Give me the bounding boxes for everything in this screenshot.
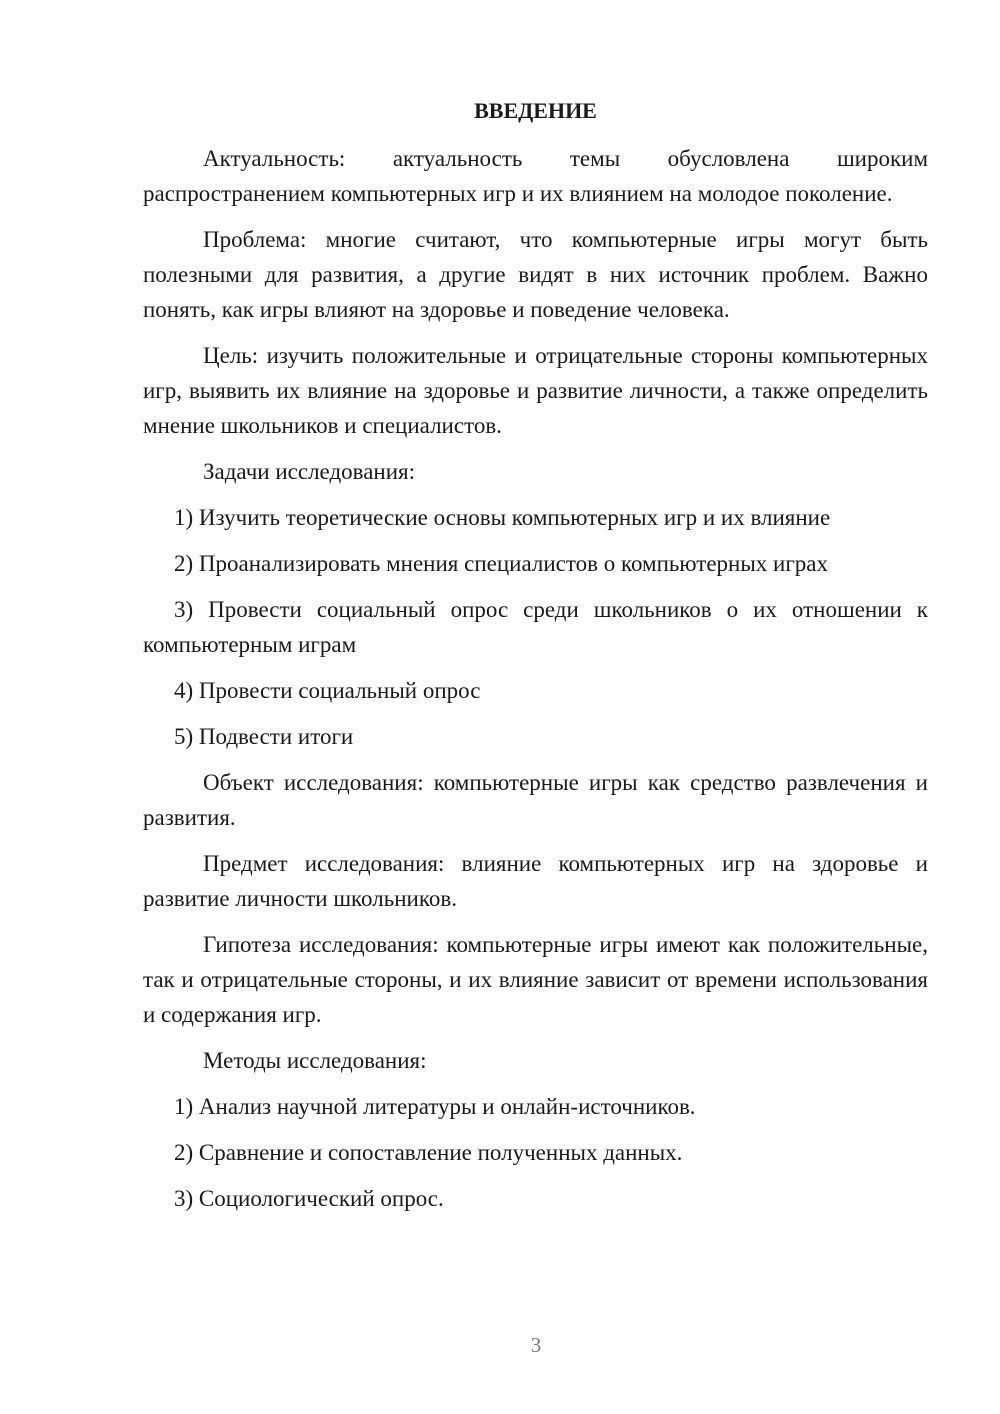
task-item: 5) Подвести итоги [174, 724, 354, 749]
method-item: 2) Сравнение и сопоставление полученных данных. [174, 1140, 683, 1165]
relevance-paragraph: Актуальность: актуальность темы обусловлена широким распространением компьютерных игр и их влиянием на молодое поколение. [143, 146, 928, 206]
problem-paragraph: Проблема: многие считают, что компьютерные игры могут быть полезными для развития, а другие видят в них источник проблем. Важно понять, как игры влияют на здоровье и поведение человека. [143, 227, 928, 322]
goal-paragraph: Цель: изучить положительные и отрицательные стороны компьютерных игр, выявить их влияние на здоровье и развитие личности, а также определить мнение школьников и специалистов. [143, 343, 928, 438]
tasks-heading: Задачи исследования: [203, 459, 416, 484]
task-item: 2) Проанализировать мнения специалистов о компьютерных играх [174, 551, 828, 576]
section-title: ВВЕДЕНИЕ [474, 98, 597, 123]
method-item: 1) Анализ научной литературы и онлайн-источников. [174, 1094, 696, 1119]
hypothesis-paragraph: Гипотеза исследования: компьютерные игры имеют как положительные, так и отрицательные стороны, и их влияние зависит от времени использования и содержания игр. [143, 932, 928, 1027]
document-body [143, 96, 928, 1227]
subject-paragraph: Предмет исследования: влияние компьютерных игр на здоровье и развитие личности школьников. [143, 851, 928, 911]
task-item: 1) Изучить теоретические основы компьютерных игр и их влияние [174, 505, 831, 530]
object-paragraph: Объект исследования: компьютерные игры как средство развлечения и развития. [143, 770, 928, 830]
page-number: 3 [530, 1333, 542, 1357]
method-item: 3) Социологический опрос. [174, 1186, 444, 1211]
task-item: 4) Провести социальный опрос [174, 678, 481, 703]
methods-heading: Методы исследования: [203, 1048, 427, 1073]
task-item: 3) Провести социальный опрос среди школьников о их отношении к компьютерным играм [143, 597, 928, 657]
